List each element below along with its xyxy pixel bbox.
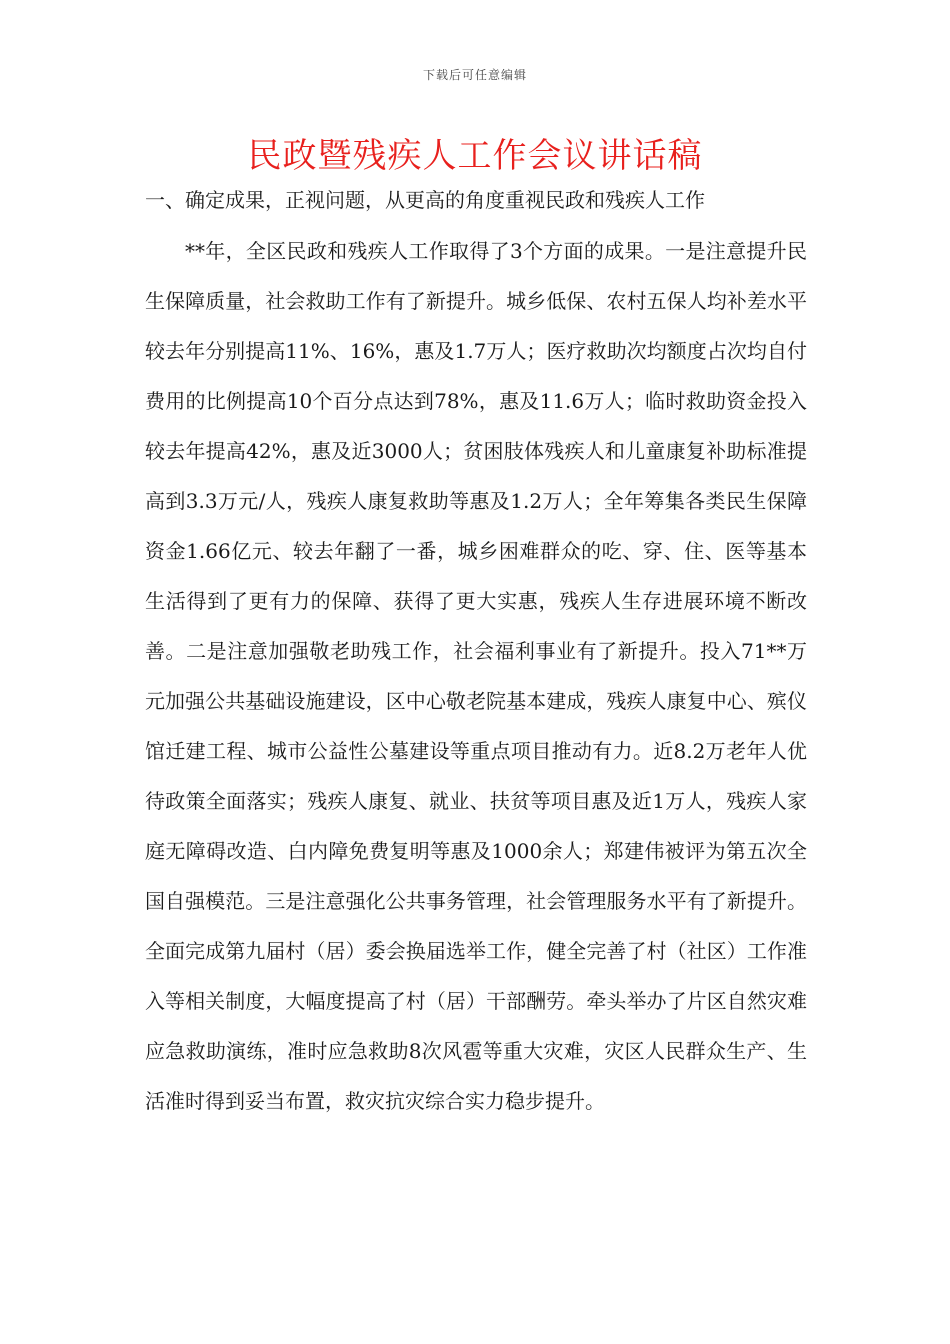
document-title: 民政暨残疾人工作会议讲话稿 [247, 136, 703, 176]
body-paragraph: **年，全区民政和残疾人工作取得了3个方面的成果。一是注意提升民生保障质量，社会救助工作有了新提升。城乡低保、农村五保人均补差水平较去年分别提高11%、16%，惠及1.7万人；医疗救助次均额度占次均自付费用的比例提高10个百分点达到78%，惠及11.6万人；临时救助资金投入较去年提高42%，惠及近3000人；贫困肢体残疾人和儿童康复补助标准提高到3.3万元/人，残疾人康复救助等惠及1.2万人；全年筹集各类民生保障资金1.66亿元、较去年翻了一番，城乡困难群众的吃、穿、住、医等基本生活得到了更有力的保障、获得了更大实惠，残疾人生存进展环境不断改善。二是注意加强敬老助残工作，社会福利事业有了新提升。投入71**万元加强公共基础设施建设，区中心敬老院基本建成，残疾人康复中心、殡仪馆迁建工程、城市公益性公墓建设等重点项目推动有力。近8.2万老年人优待政策全面落实；残疾人康复、就业、扶贫等项目惠及近1万人，残疾人家庭无障碍改造、白内障免费复明等惠及1000余人；郑建伟被评为第五次全国自强模范。三是注意强化公共事务管理，社会管理服务水平有了新提升。全面完成第九届村（居）委会换届选举工作，健全完善了村（社区）工作准入等相关制度，大幅度提高了村（居）干部酬劳。牵头举办了片区自然灾难应急救助演练，准时应急救助8次风雹等重大灾难，灾区人民群众生产、生活准时得到妥当布置，救灾抗灾综合实力稳步提升。 [145, 239, 807, 1113]
section-heading: 一、确定成果，正视问题，从更高的角度重视民政和残疾人工作 [145, 188, 705, 212]
header-note: 下载后可任意编辑 [422, 68, 527, 82]
